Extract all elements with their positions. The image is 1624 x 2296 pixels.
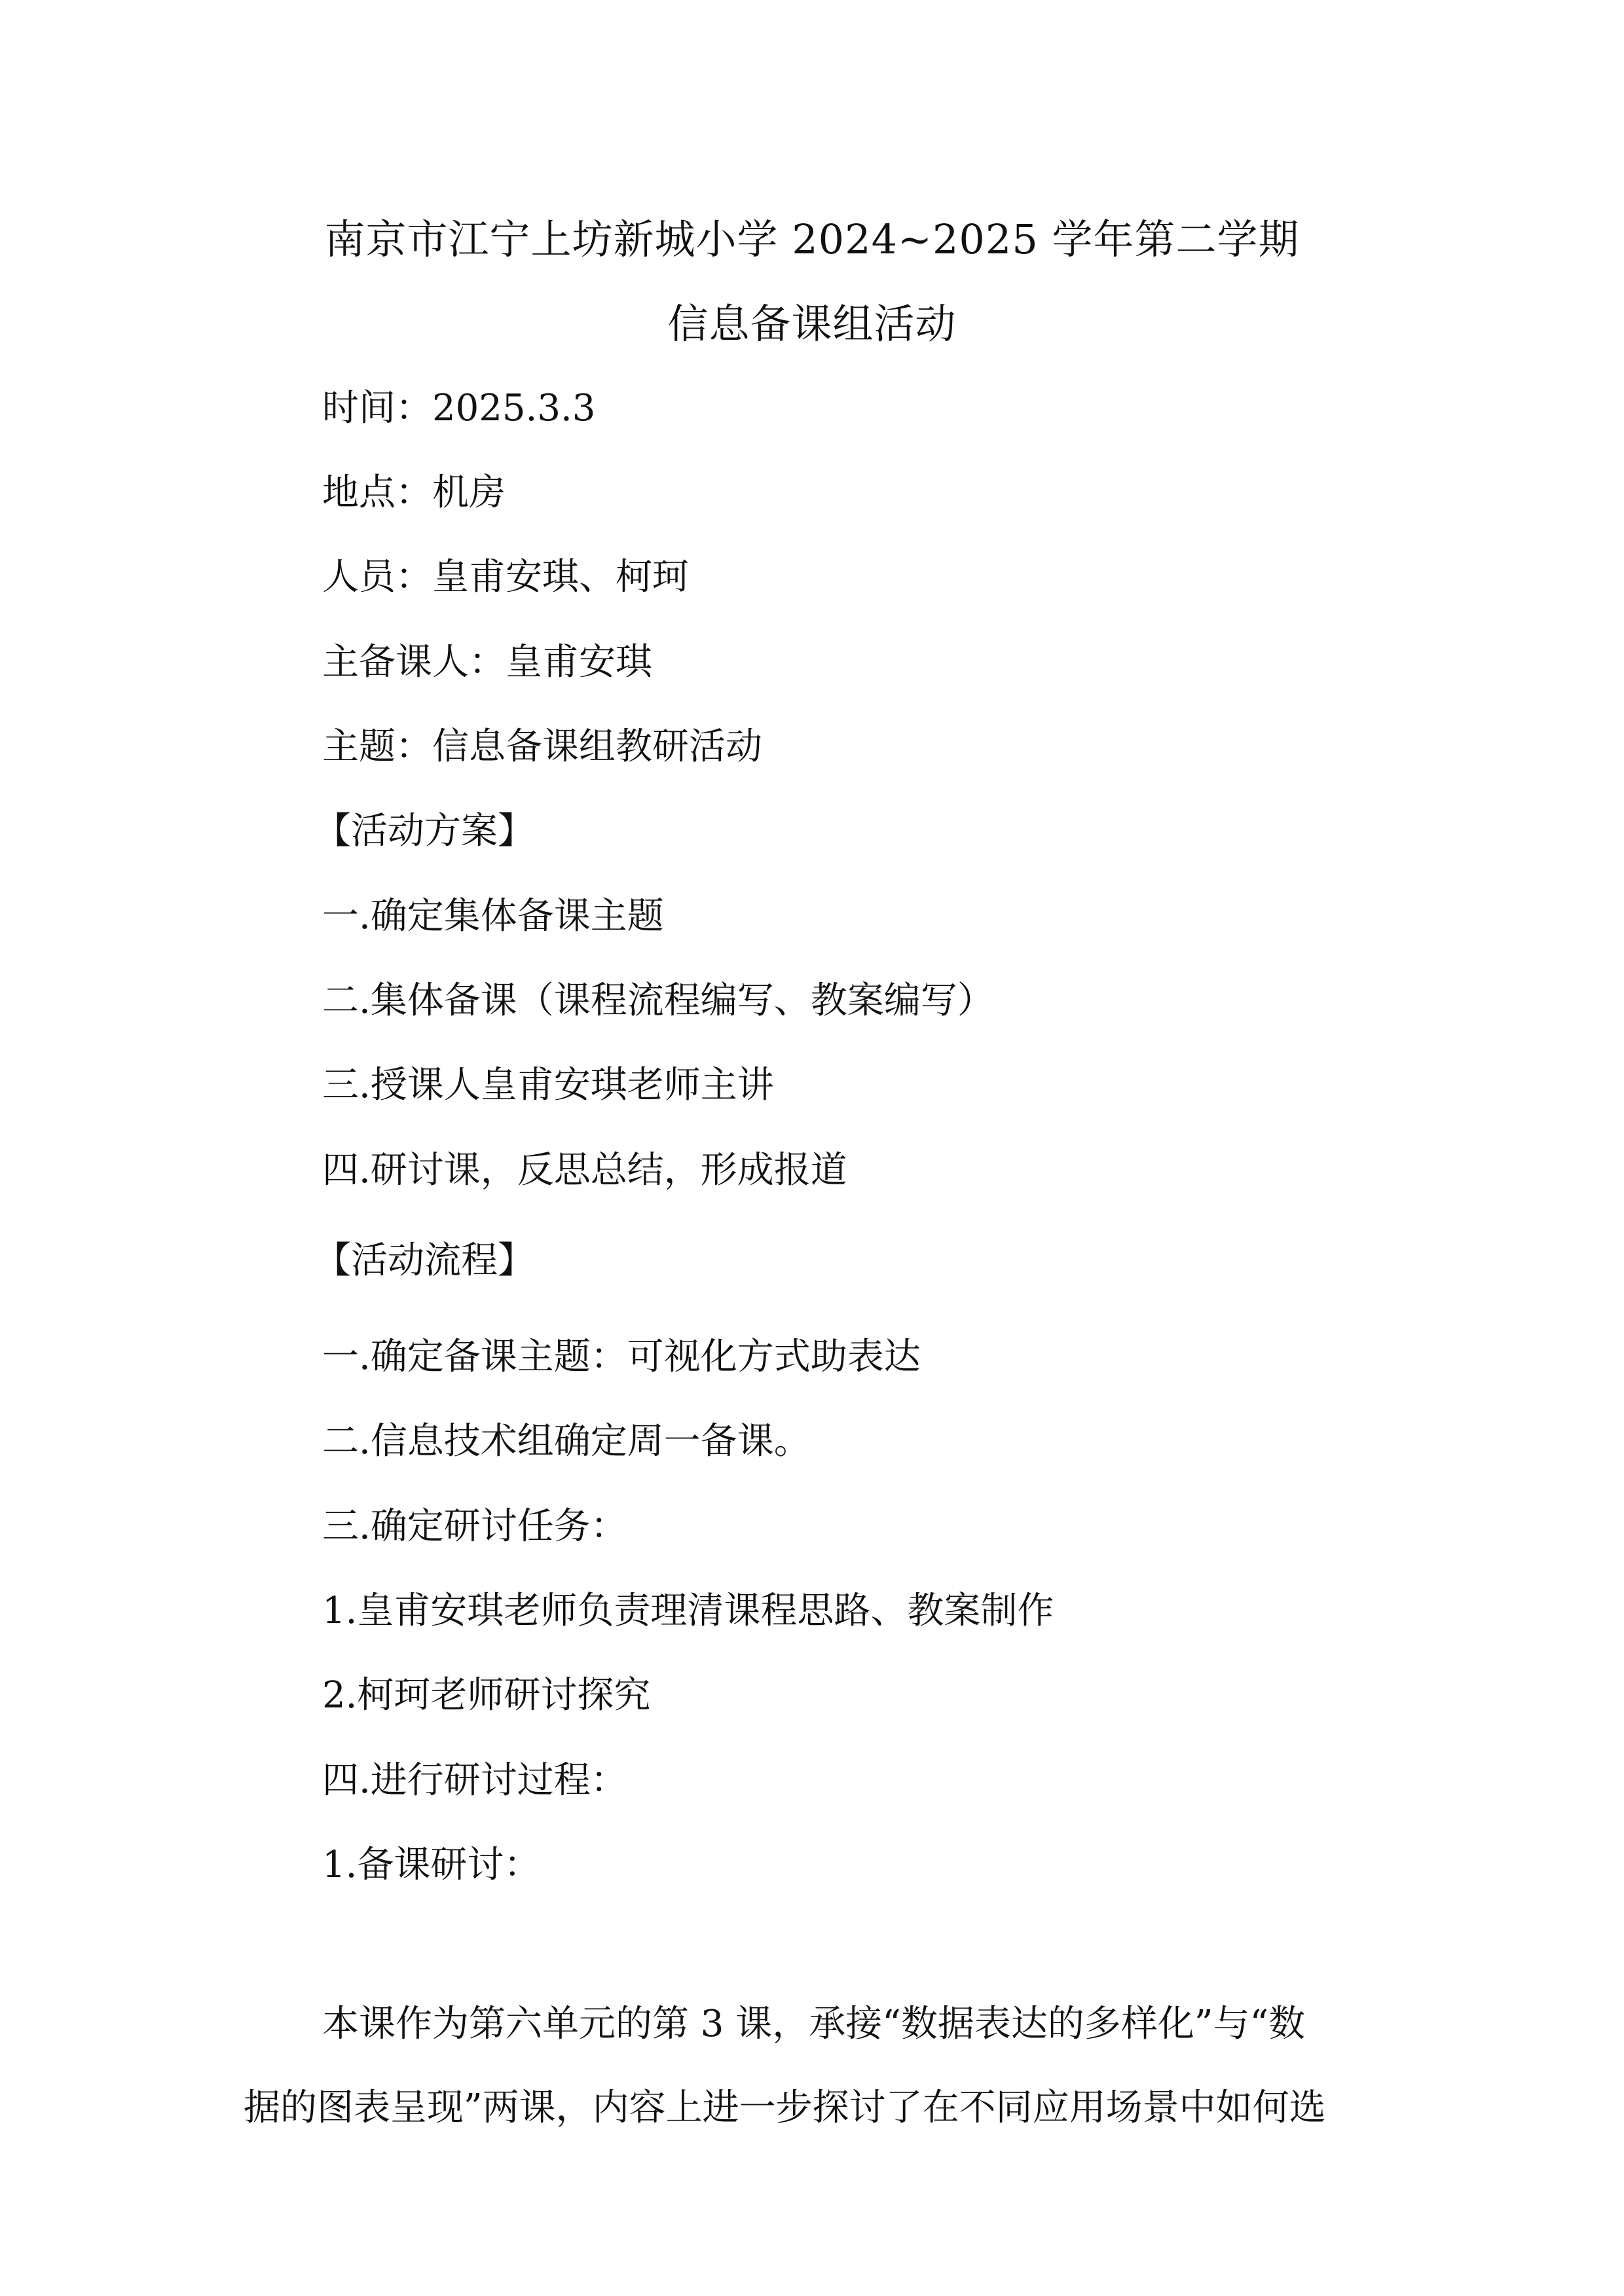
- body-paragraph-line-2: 据的图表呈现”两课，内容上进一步探讨了在不同应用场景中如何选: [244, 2086, 1326, 2129]
- meta-main-preparer: 主备课人：皇甫安琪: [322, 641, 652, 683]
- meta-place: 地点：机房: [322, 471, 506, 514]
- meta-time: 时间：2025.3.3: [322, 387, 596, 429]
- process-item: 2.柯珂老师研讨探究: [322, 1674, 651, 1717]
- plan-item: 二.集体备课（课程流程编写、教案编写）: [322, 979, 994, 1022]
- document-title-line-2: 信息备课组活动: [667, 300, 957, 348]
- plan-item: 三.授课人皇甫安琪老师主讲: [322, 1064, 774, 1106]
- process-item: 二.信息技术组确定周一备课。: [322, 1420, 811, 1463]
- meta-people: 人员：皇甫安琪、柯珂: [322, 556, 689, 598]
- plan-item: 四.研讨课，反思总结，形成报道: [322, 1149, 847, 1192]
- document-title-line-1: 南京市江宁上坊新城小学 2024~2025 学年第二学期: [324, 215, 1300, 263]
- process-item: 1.备课研讨：: [322, 1844, 541, 1886]
- plan-heading: 【活动方案】: [314, 810, 534, 852]
- body-paragraph-line-1: 本课作为第六单元的第 3 课，承接“数据表达的多样化”与“数: [322, 2003, 1306, 2045]
- process-item: 三.确定研讨任务：: [322, 1505, 627, 1548]
- meta-theme: 主题：信息备课组教研活动: [322, 725, 762, 768]
- process-item: 1.皇甫安琪老师负责理清课程思路、教案制作: [322, 1590, 1054, 1632]
- process-heading: 【活动流程】: [314, 1239, 534, 1282]
- plan-item: 一.确定集体备课主题: [322, 895, 664, 938]
- process-item: 一.确定备课主题：可视化方式助表达: [322, 1336, 921, 1378]
- process-item: 四.进行研讨过程：: [322, 1759, 627, 1802]
